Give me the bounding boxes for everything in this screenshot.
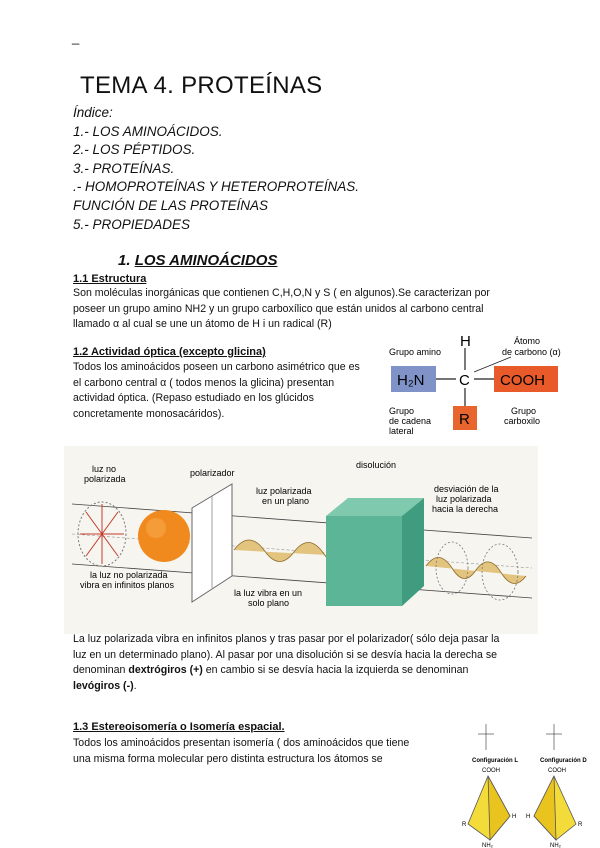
text-segment: denominan xyxy=(73,664,129,676)
light-sphere xyxy=(138,510,190,562)
paragraph-optical-activity xyxy=(73,360,373,422)
label-carboxyl-2: carboxilo xyxy=(504,416,541,426)
text-line: el carbono central α ( todos menos la glicina) presentan xyxy=(73,376,335,389)
index-label: Índice: xyxy=(73,105,113,120)
tetrahedron-d-face xyxy=(534,776,556,840)
label-alpha-carbon-2: de carbono (α) xyxy=(502,347,561,357)
label-alpha-carbon-1: Átomo xyxy=(514,336,541,346)
label-config-l: Configuración L xyxy=(472,758,518,764)
label-carboxyl-1: Grupo xyxy=(511,406,537,416)
vibration-arrows xyxy=(80,504,124,564)
text-line: Todos los aminoácidos poseen un carbono asimétrico que es xyxy=(73,361,360,373)
label-nh2-d: NH₂ xyxy=(550,843,561,848)
subheading-structure: 1.1 Estructura xyxy=(73,273,147,285)
sphere-highlight xyxy=(146,518,166,538)
text-line: luz en un determinado plano). Al pasar por una disolución si se desvía hacia la derecha se xyxy=(73,648,498,661)
index-item: 1.- LOS AMINOÁCIDOS. xyxy=(73,123,223,139)
text-line xyxy=(73,663,593,679)
label-r-d: R xyxy=(578,822,583,828)
index-list xyxy=(73,104,359,234)
index-item: 2.- LOS PÉPTIDOS. xyxy=(73,142,196,158)
label-polarized-2: en un plano xyxy=(262,496,310,506)
label-nh2-l: NH₂ xyxy=(482,843,493,848)
label-side-chain-2: de cadena xyxy=(389,416,432,426)
label-vibrates-infinite-2: vibra en infinitos planos xyxy=(80,580,175,590)
label-config-d: Configuración D xyxy=(540,758,587,764)
index-item: .- HOMOPROTEÍNAS Y HETEROPROTEÍNAS. xyxy=(73,179,360,195)
section-title: LOS AMINOÁCIDOS xyxy=(134,252,278,269)
index-item: FUNCIÓN DE LAS PROTEÍNAS xyxy=(73,197,269,213)
text-line: actividad óptica. (Repaso estudiado en los glúcidos xyxy=(73,392,314,404)
atom-c: C xyxy=(459,372,470,389)
label-polarizer: polarizador xyxy=(190,468,235,478)
label-unpolarized-2: polarizada xyxy=(84,474,126,484)
label-cooh-l: COOH xyxy=(482,768,500,774)
atom-r: R xyxy=(459,411,470,428)
label-polarized-1: luz polarizada xyxy=(256,486,312,496)
atom-amino: H₂N xyxy=(397,372,425,389)
label-amino-group: Grupo amino xyxy=(389,347,442,357)
text-line: Todos los aminoácidos presentan isomería ( dos aminoácidos que tiene xyxy=(73,737,410,749)
text-segment: en cambio si se desvía hacia la izquierda se denominan xyxy=(202,664,469,676)
text-line: una misma forma molecular pero distinta estructura los átomos se xyxy=(73,752,383,765)
label-solution: disolución xyxy=(356,460,397,470)
label-vibrates-infinite-1: la luz no polarizada xyxy=(90,570,168,580)
label-side-chain-1: Grupo xyxy=(389,406,415,416)
section-number: 1. xyxy=(118,252,131,269)
label-deviation-3: hacia la derecha xyxy=(432,504,499,514)
paragraph-polarization xyxy=(73,632,593,694)
amino-acid-diagram xyxy=(386,330,566,438)
formula-l xyxy=(478,724,494,750)
isomer-diagram xyxy=(460,712,588,848)
diagram-background xyxy=(64,446,538,634)
label-h-d: H xyxy=(526,814,531,820)
label-vibrates-one-2: solo plano xyxy=(248,598,290,608)
text-line: Son moléculas inorgánicas que contienen C,H,O,N y S ( en algunos).Se caracterizan por xyxy=(73,287,490,299)
subheading-optical-activity: 1.2 Actividad óptica (excepto glicina) xyxy=(73,346,266,358)
text-line xyxy=(73,679,593,695)
label-deviation-2: luz polarizada xyxy=(436,494,492,504)
paragraph-structure xyxy=(73,286,593,333)
atom-h: H xyxy=(460,333,471,350)
label-cooh-d: COOH xyxy=(548,768,566,774)
tetrahedron-l-face xyxy=(488,776,510,840)
label-unpolarized-1: luz no xyxy=(92,464,117,474)
label-r-l: R xyxy=(462,822,467,828)
text-line: llamado α al cual se une un átomo de H i un radical (R) xyxy=(73,318,332,330)
text-line: poseer un grupo amino NH2 y un grupo carboxílico que están unidos al carbono central xyxy=(73,302,484,315)
label-side-chain-3: lateral xyxy=(389,426,414,436)
levogiros-term: levógiros (-) xyxy=(73,679,134,692)
page-title: TEMA 4. PROTEÍNAS xyxy=(80,72,323,99)
index-item: 5.- PROPIEDADES xyxy=(73,216,191,232)
text-line: concretamente monosacáridos). xyxy=(73,407,225,420)
label-deviation-1: desviación de la xyxy=(434,484,499,494)
header-mark: _ xyxy=(72,30,80,45)
label-h-l: H xyxy=(512,814,517,820)
label-vibrates-one-1: la luz vibra en un xyxy=(234,588,303,598)
dextrogiros-term: dextrógiros (+) xyxy=(128,664,203,676)
section-heading xyxy=(118,252,277,269)
formula-d xyxy=(546,724,562,750)
text-segment: . xyxy=(133,679,137,692)
subheading-stereoisomerism: 1.3 Estereoisomería o Isomería espacial. xyxy=(73,721,285,733)
cube-front xyxy=(326,516,402,606)
index-item: 3.- PROTEÍNAS. xyxy=(73,160,175,176)
paragraph-stereoisomerism xyxy=(73,736,443,767)
atom-cooh: COOH xyxy=(500,372,545,389)
polarization-diagram xyxy=(64,446,538,634)
text-line: La luz polarizada vibra en infinitos planos y tras pasar por el polarizador( sólo deja pasar la xyxy=(73,633,500,645)
